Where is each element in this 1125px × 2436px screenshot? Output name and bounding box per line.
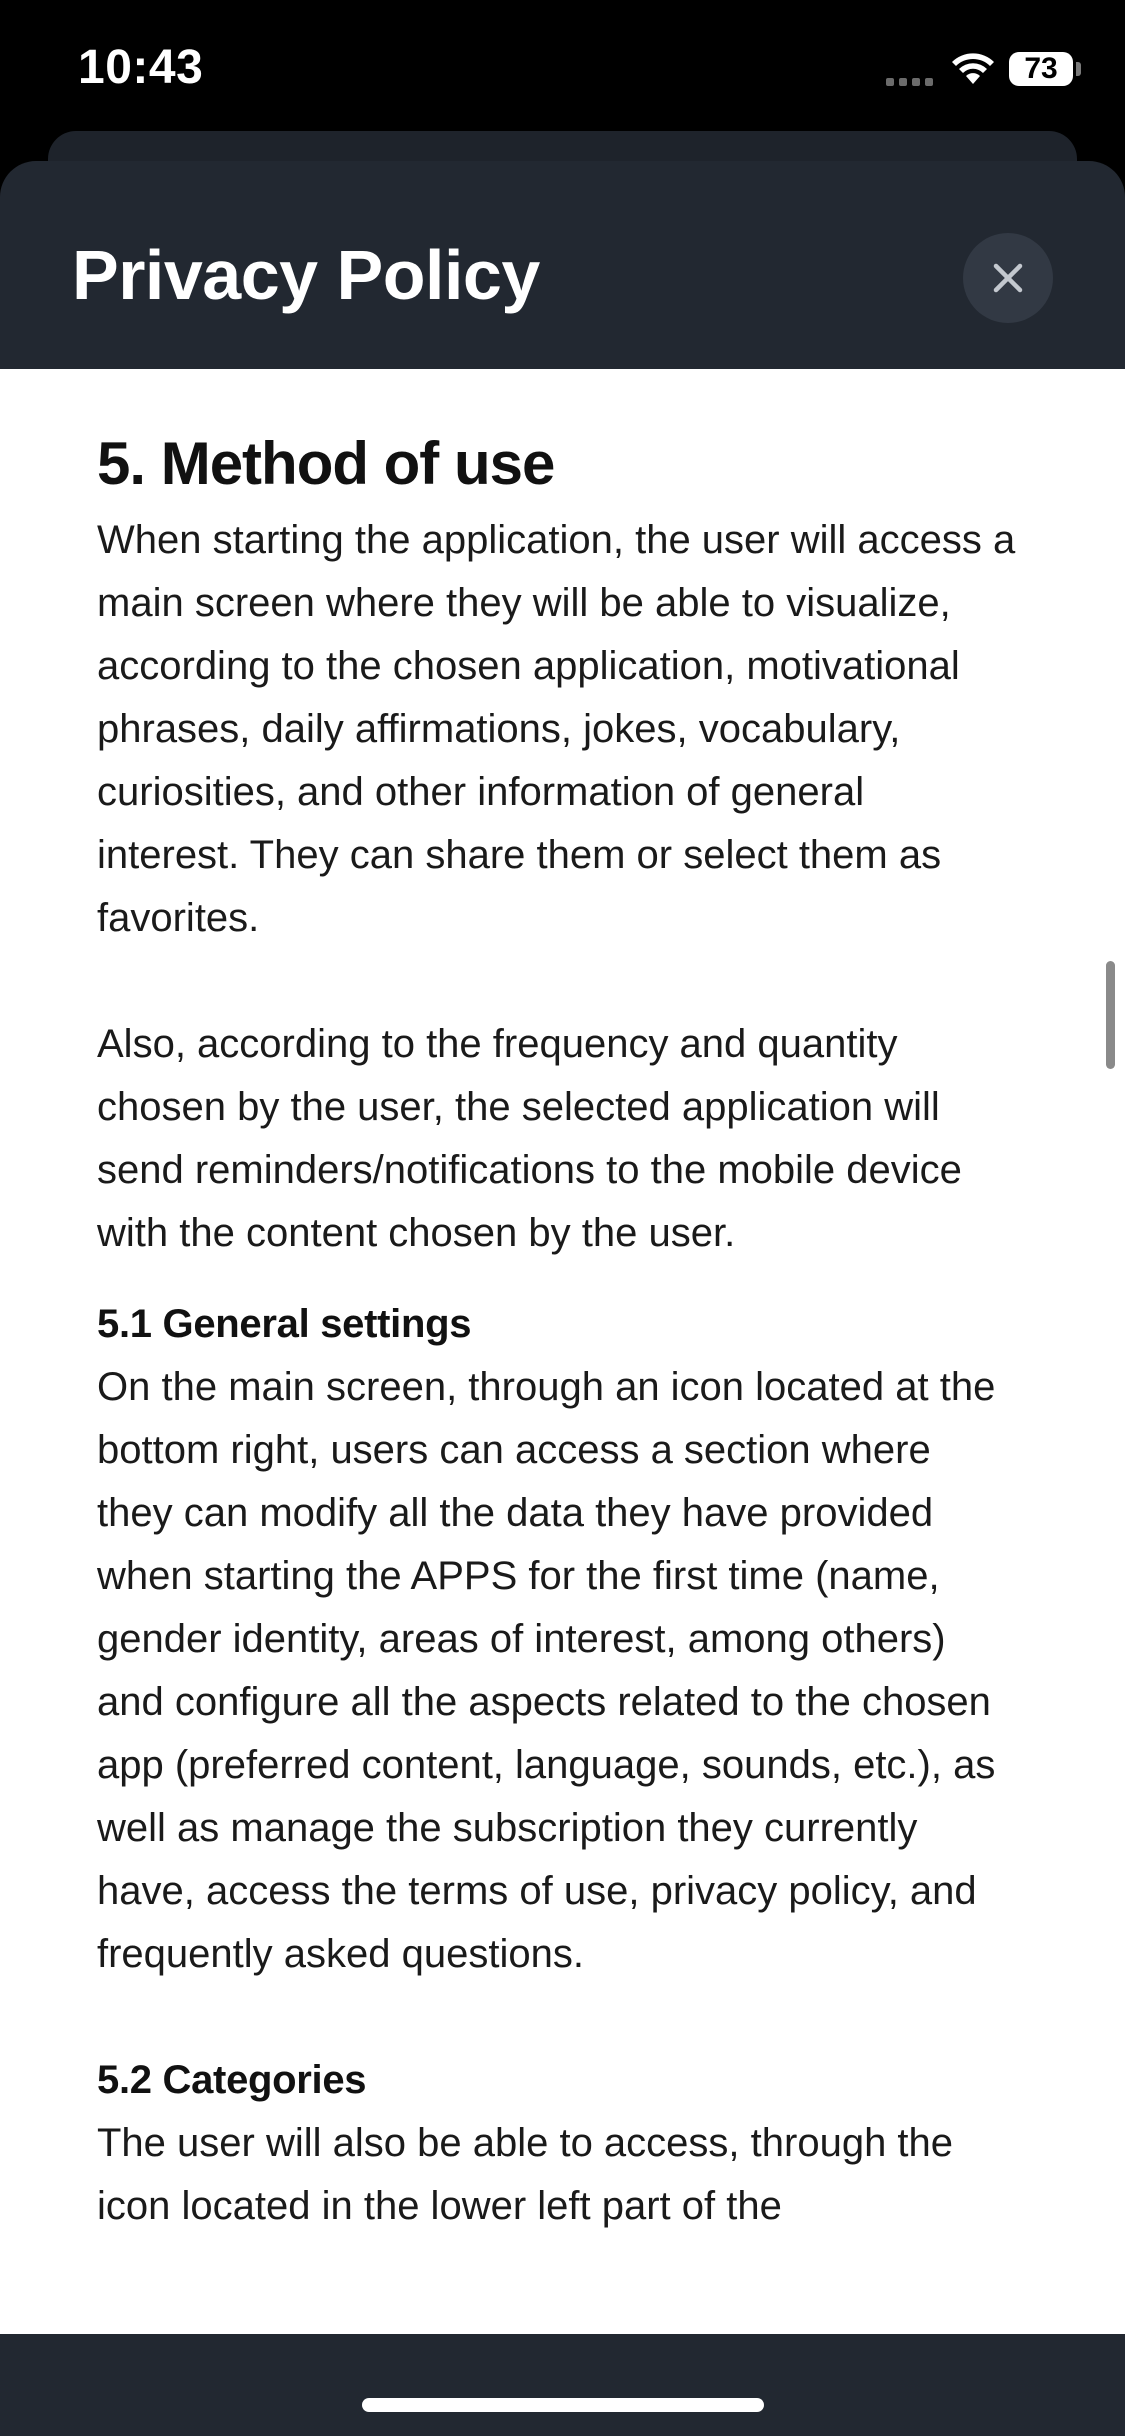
subsection-general-settings-text: On the main screen, through an icon located at the bottom right, users can access a section where they can modify all the data they have provided when starting the APPS for the first time (name, gender identity, areas of interest, among others) and configure all the aspects related to the chosen app (preferred content, language, sounds, etc.), as well as manage the subscription they currently have, access the terms of use, privacy policy, and frequently asked questions. bbox=[97, 1365, 996, 1976]
close-button[interactable] bbox=[963, 233, 1053, 323]
battery-icon bbox=[1009, 52, 1081, 86]
sheet-title: Privacy Policy bbox=[72, 236, 540, 314]
subsection-general-settings-heading: 5.1 General settings bbox=[97, 1302, 472, 1346]
bottom-bar bbox=[0, 2334, 1125, 2436]
paragraph-main-screen: When starting the application, the user will access a main screen where they will be able to visualize, according to the chosen application, motivational phrases, daily affirmations, jokes, vocabulary, curiosities, and other information of general interest. They can share them or select them as favorites. bbox=[97, 518, 1016, 940]
paragraph-notifications: Also, according to the frequency and quantity chosen by the user, the selected application will send reminders/notifications to the mobile device with the content chosen by the user. bbox=[97, 1022, 962, 1255]
sheet-header bbox=[0, 161, 1125, 369]
paragraph-spacer bbox=[97, 950, 1017, 1013]
scrollbar[interactable] bbox=[1106, 961, 1115, 1069]
section-heading: 5. Method of use bbox=[97, 430, 555, 497]
paragraph-spacer bbox=[97, 1986, 1017, 2049]
battery-level bbox=[1009, 52, 1073, 86]
close-icon bbox=[991, 261, 1025, 295]
wifi-icon bbox=[951, 52, 995, 86]
subsection-categories-heading: 5.2 Categories bbox=[97, 2058, 367, 2102]
status-time: 10:43 bbox=[78, 41, 204, 94]
battery-percent: 73 bbox=[1024, 52, 1058, 85]
cellular-signal-icon bbox=[886, 52, 933, 86]
status-icons bbox=[886, 46, 1081, 92]
home-indicator[interactable] bbox=[362, 2398, 764, 2412]
subsection-categories-text: The user will also be able to access, through the icon located in the lower left part of the bbox=[97, 2121, 954, 2228]
policy-text-container bbox=[97, 431, 1017, 2238]
policy-content[interactable] bbox=[0, 369, 1125, 2334]
status-bar bbox=[0, 0, 1125, 135]
battery-tip bbox=[1076, 62, 1081, 76]
